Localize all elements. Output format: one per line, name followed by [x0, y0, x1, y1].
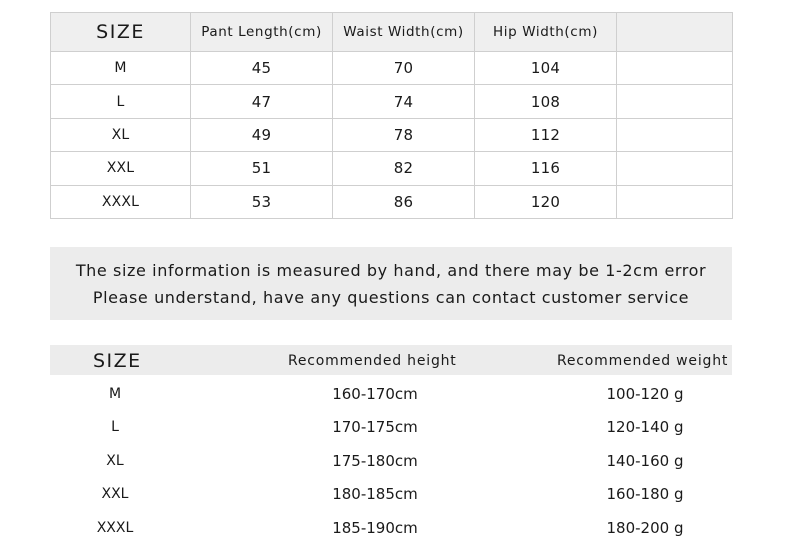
waist-width-cell: 86 [333, 185, 475, 218]
header-empty [617, 13, 733, 52]
pant-length-cell: 45 [191, 52, 333, 85]
notice-line-1: The size information is measured by hand, and there may be 1-2cm error [75, 260, 707, 280]
weight-cell: 180-200 g [606, 519, 684, 537]
hip-width-cell: 112 [475, 118, 617, 151]
table-row [50, 477, 732, 511]
pant-length-cell: 53 [191, 185, 333, 218]
height-cell: 185-190cm [332, 519, 418, 537]
empty-cell [617, 185, 733, 218]
weight-cell: 120-140 g [606, 418, 684, 436]
waist-width-cell: 70 [333, 52, 475, 85]
size-cell: L [51, 85, 191, 118]
pant-length-cell: 49 [191, 118, 333, 151]
size-cell: M [51, 52, 191, 85]
table-row [51, 118, 733, 151]
empty-cell [617, 52, 733, 85]
recommendation-table-header [50, 345, 732, 375]
header-pant-length: Pant Length(cm) [191, 13, 333, 52]
header-size: SIZE [51, 13, 191, 52]
notice-line-2: Please understand, have any questions can contact customer service [92, 287, 690, 307]
waist-width-cell: 82 [333, 152, 475, 185]
empty-cell [617, 118, 733, 151]
size-cell: XXL [101, 486, 129, 502]
weight-cell: 140-160 g [606, 452, 684, 470]
table-row [50, 444, 732, 478]
pant-length-cell: 47 [191, 85, 333, 118]
size-cell: XXL [51, 152, 191, 185]
table-row [51, 85, 733, 118]
hip-width-cell: 120 [475, 185, 617, 218]
hip-width-cell: 116 [475, 152, 617, 185]
size-cell: XL [51, 118, 191, 151]
table-row [50, 410, 732, 444]
table-row [50, 511, 732, 545]
hip-width-cell: 104 [475, 52, 617, 85]
waist-width-cell: 74 [333, 85, 475, 118]
weight-cell: 100-120 g [606, 385, 684, 403]
header-recommended-height: Recommended height [288, 353, 457, 369]
table-row [50, 377, 732, 411]
header-size: SIZE [93, 350, 142, 372]
height-cell: 170-175cm [332, 418, 418, 436]
table-row [51, 152, 733, 185]
header-waist-width: Waist Width(cm) [333, 13, 475, 52]
size-cell: XXXL [96, 520, 134, 536]
height-cell: 175-180cm [332, 452, 418, 470]
empty-cell [617, 85, 733, 118]
header-recommended-weight: Recommended weight [557, 353, 729, 369]
size-cell: M [108, 386, 122, 402]
header-hip-width: Hip Width(cm) [475, 13, 617, 52]
size-cell: XXXL [51, 185, 191, 218]
waist-width-cell: 78 [333, 118, 475, 151]
size-cell: L [111, 419, 119, 435]
measurement-table-header [51, 13, 733, 52]
size-cell: XL [106, 453, 124, 469]
pant-length-cell: 51 [191, 152, 333, 185]
hip-width-cell: 108 [475, 85, 617, 118]
weight-cell: 160-180 g [606, 485, 684, 503]
table-row [51, 52, 733, 85]
measurement-table [50, 12, 733, 219]
height-cell: 160-170cm [332, 385, 418, 403]
height-cell: 180-185cm [332, 485, 418, 503]
table-row [51, 185, 733, 218]
measurement-notice [50, 247, 732, 320]
empty-cell [617, 152, 733, 185]
